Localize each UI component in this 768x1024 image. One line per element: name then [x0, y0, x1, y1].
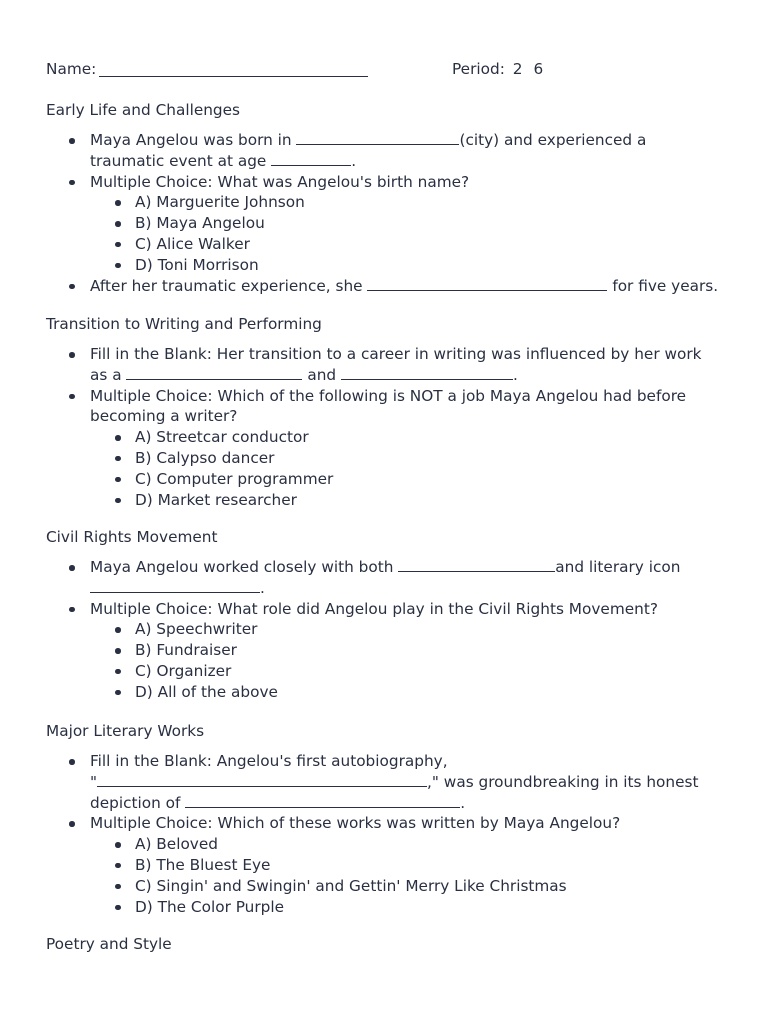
option-item: A) Marguerite Johnson [46, 192, 736, 213]
answer-blank [296, 131, 459, 145]
question-birthplace: Maya Angelou was born in (city) and experienced a traumatic event at age . [46, 130, 736, 172]
name-label: Name: [46, 60, 97, 78]
option-item: B) The Bluest Eye [46, 855, 736, 876]
question-first-autobiography: Fill in the Blank: Angelou's first autobiography, " ," was groundbreaking in its honest depiction of . [46, 751, 736, 813]
answer-blank [126, 366, 302, 380]
option-item: C) Alice Walker [46, 234, 736, 255]
answer-blank [271, 152, 351, 166]
option-item: C) Computer programmer [46, 469, 736, 490]
option-item: D) All of the above [46, 682, 736, 703]
section-list-early-life [46, 130, 736, 296]
option-item: A) Beloved [46, 834, 736, 855]
question-worked-with: Maya Angelou worked closely with both and literary icon . [46, 557, 736, 599]
question-career-transition: Fill in the Blank: Her transition to a career in writing was influenced by her work as a and . [46, 344, 736, 386]
worksheet-header [46, 60, 728, 82]
question-civil-rights-role: Multiple Choice: What role did Angelou play in the Civil Rights Movement? [46, 599, 736, 620]
option-item: A) Speechwriter [46, 619, 736, 640]
section-title-writing: Transition to Writing and Performing [46, 315, 322, 333]
option-item: A) Streetcar conductor [46, 427, 736, 448]
option-item: D) The Color Purple [46, 897, 736, 918]
question-works-written: Multiple Choice: Which of these works was written by Maya Angelou? [46, 813, 736, 834]
option-item: B) Calypso dancer [46, 448, 736, 469]
section-title-poetry-style: Poetry and Style [46, 935, 172, 953]
name-blank [99, 76, 368, 77]
section-title-civil-rights: Civil Rights Movement [46, 528, 218, 546]
answer-blank [367, 277, 607, 291]
option-item: B) Fundraiser [46, 640, 736, 661]
answer-blank [185, 794, 460, 808]
option-item: C) Singin' and Swingin' and Gettin' Merry Like Christmas [46, 876, 736, 897]
period-value-b: 6 [533, 60, 544, 78]
question-birth-name: Multiple Choice: What was Angelou's birth name? [46, 172, 736, 193]
period-value-a: 2 [512, 60, 523, 78]
period-label: Period: [452, 60, 505, 78]
option-item: C) Organizer [46, 661, 736, 682]
section-list-literary-works [46, 751, 736, 917]
section-list-civil-rights [46, 557, 736, 703]
section-title-early-life: Early Life and Challenges [46, 101, 241, 119]
answer-blank [341, 366, 513, 380]
answer-blank [97, 773, 427, 787]
section-title-literary-works: Major Literary Works [46, 722, 205, 740]
option-item: B) Maya Angelou [46, 213, 736, 234]
period-field [452, 60, 543, 78]
answer-blank [398, 558, 555, 572]
option-item: D) Toni Morrison [46, 255, 736, 276]
question-traumatic-experience: After her traumatic experience, she for five years. [46, 276, 736, 297]
question-not-a-job: Multiple Choice: Which of the following is NOT a job Maya Angelou had before becoming a writer? [46, 386, 736, 428]
section-list-writing [46, 344, 736, 510]
answer-blank [90, 579, 260, 593]
option-item: D) Market researcher [46, 490, 736, 511]
